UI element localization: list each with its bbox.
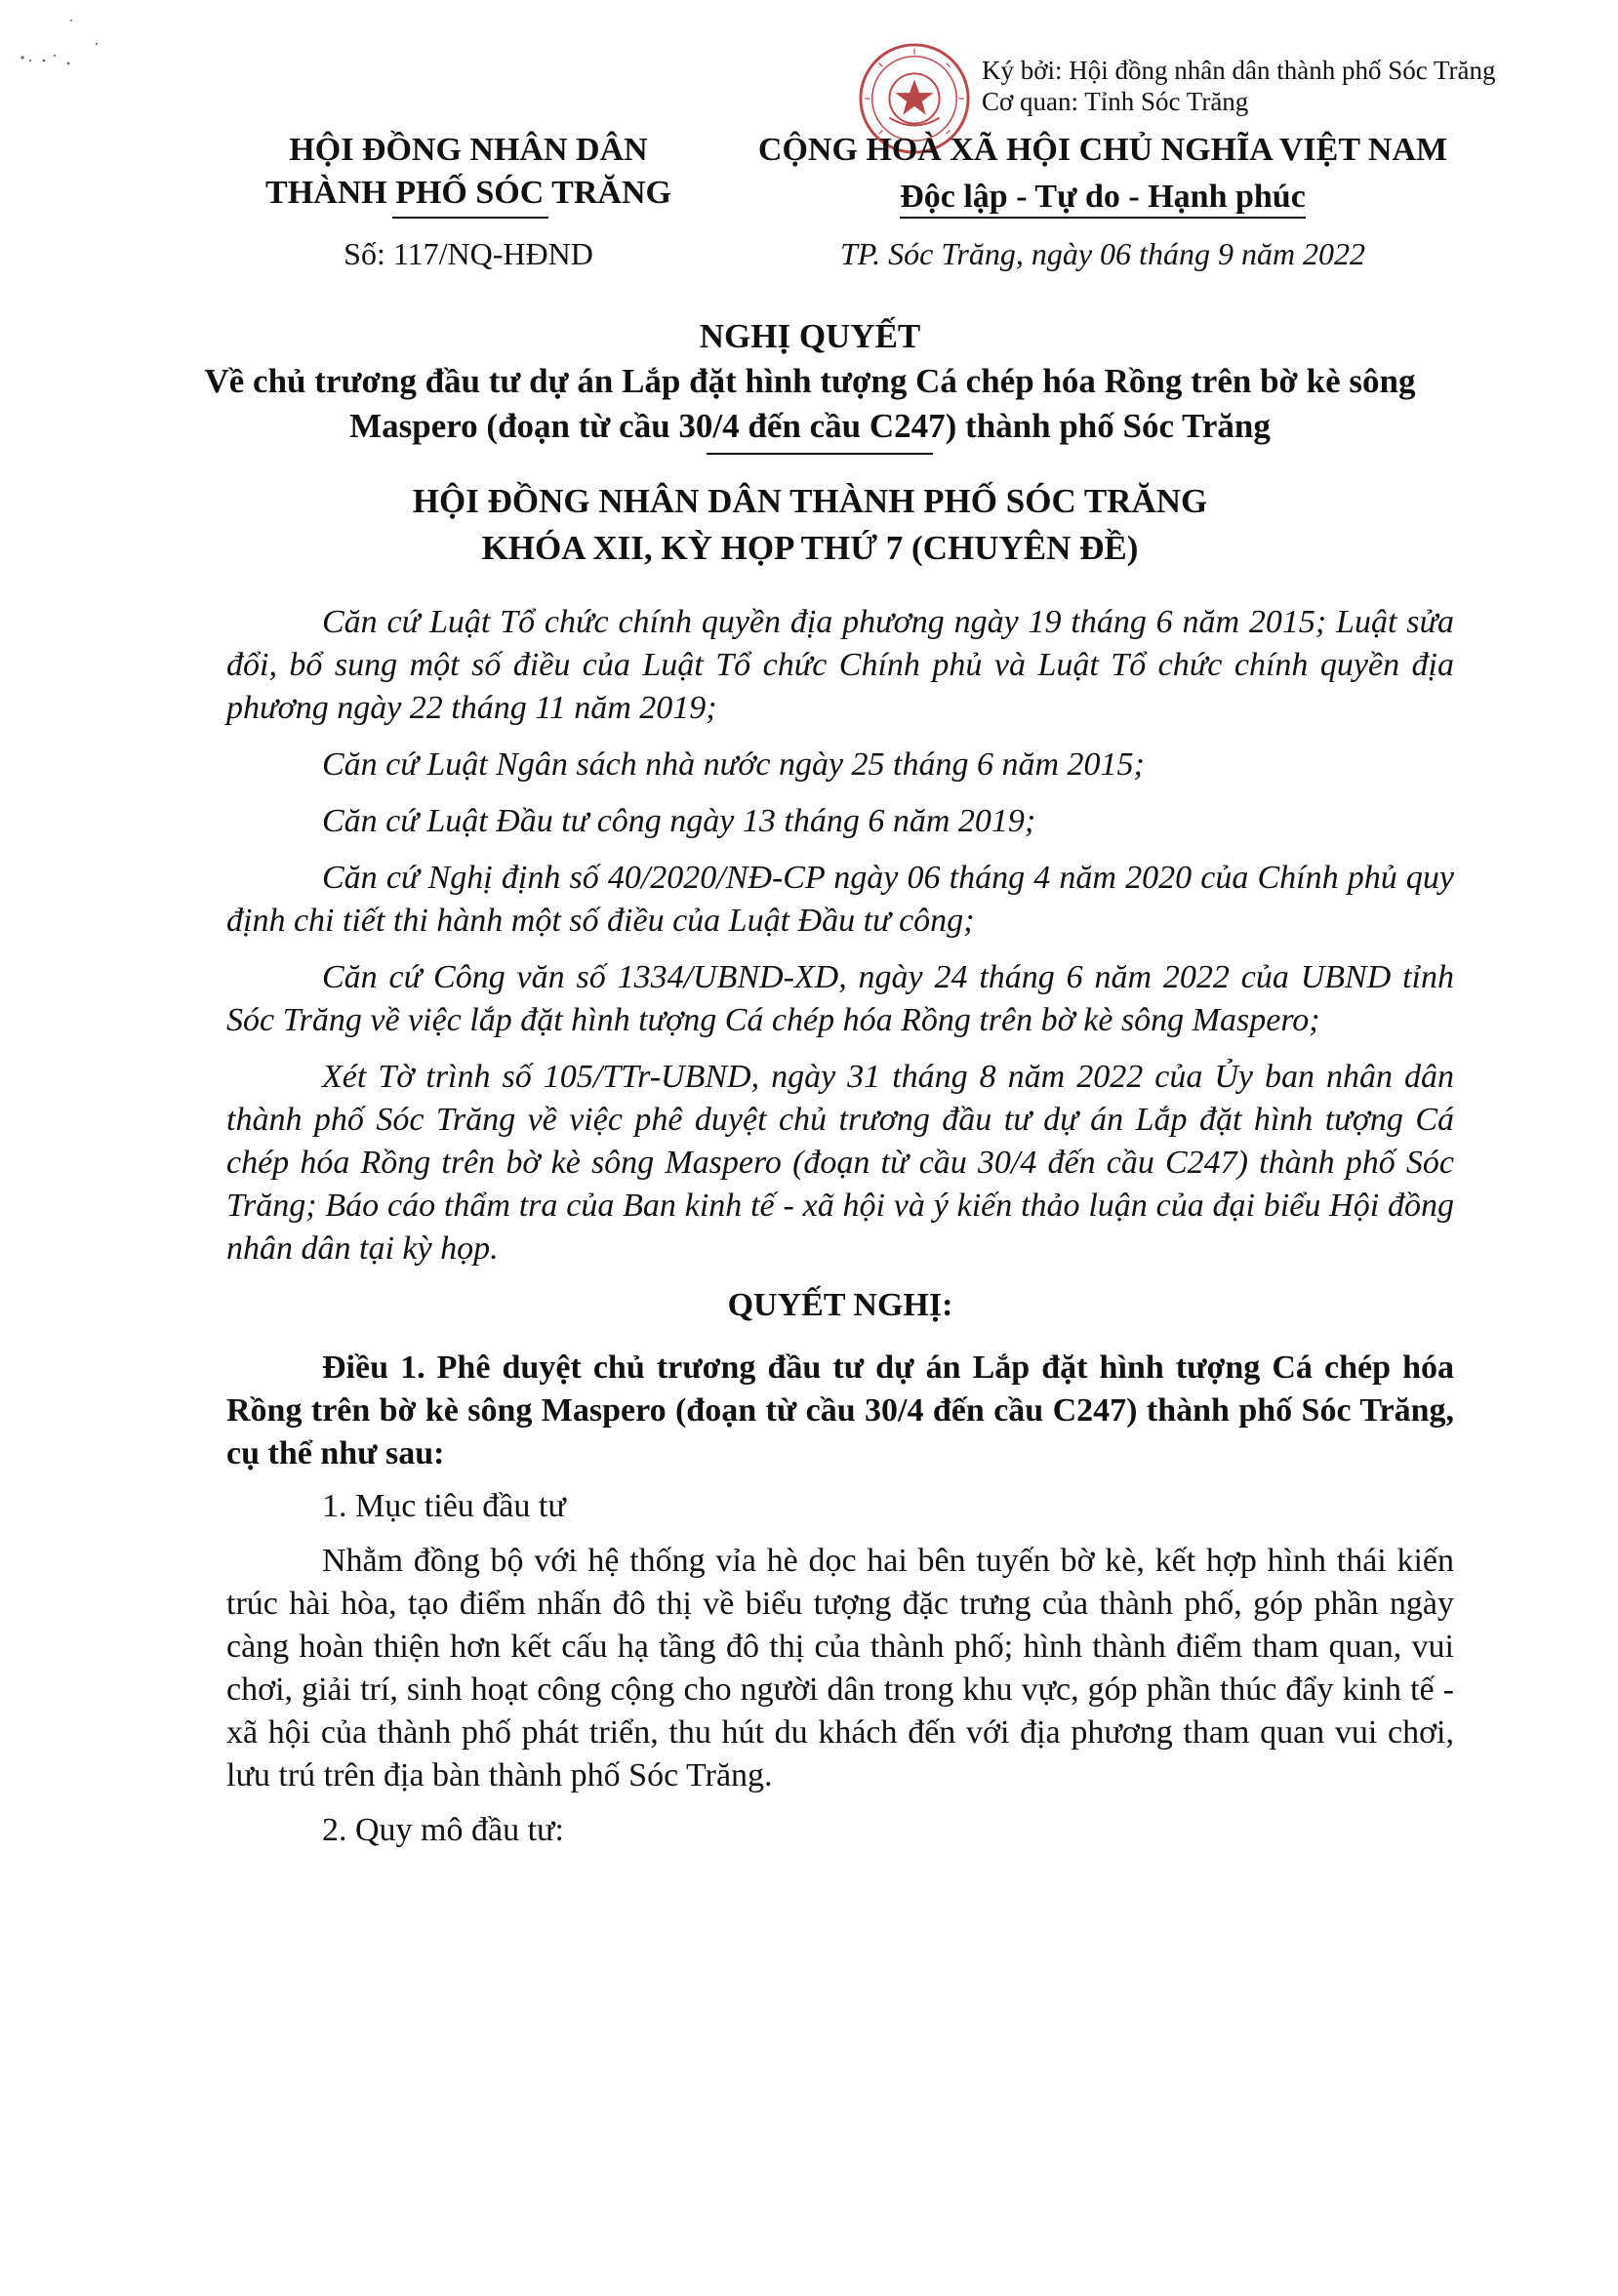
title-underline xyxy=(707,453,933,455)
item-1-title: 1. Mục tiêu đầu tư xyxy=(322,1488,566,1524)
national-motto xyxy=(703,176,1503,219)
council-heading xyxy=(146,478,1474,572)
agency-line-2: THÀNH PHỐ SÓC TRĂNG xyxy=(265,175,671,211)
item-1-text: Nhằm đồng bộ với hệ thống vỉa hè dọc hai bên tuyến bờ kè, kết hợp hình thái kiến trúc hài hòa, tạo điểm nhấn đô thị về biểu tượng đặc trưng của thành phố, góp phần ngày càng hoàn thiện hơn kết cấu hạ tầng đô thị của thành phố; hình thành điểm tham quan, vui chơi, giải trí, sinh hoạt công cộng cho người dân trong khu vực, góp phần thúc đẩy kinh tế - xã hội của thành phố phát triển, thu hút du khách đến với địa phương tham quan vui chơi, lưu trú trên địa bàn thành phố Sóc Trăng. xyxy=(226,1543,1454,1793)
motto-text: Độc lập - Tự do - Hạnh phúc xyxy=(900,179,1306,219)
item-2-title: 2. Quy mô đầu tư: xyxy=(322,1812,564,1848)
agency-line-1: HỘI ĐỒNG NHÂN DÂN xyxy=(289,132,648,168)
document-number: Số: 117/NQ-HĐND xyxy=(344,236,593,271)
national-title: CỘNG HOÀ XÃ HỘI CHỦ NGHĨA VIỆT NAM xyxy=(757,132,1448,168)
council-line-2: KHÓA XII, KỲ HỌP THỨ 7 (CHUYÊN ĐỀ) xyxy=(481,529,1139,567)
legal-basis-2: Căn cứ Luật Ngân sách nhà nước ngày 25 tháng 6 năm 2015; xyxy=(322,746,1145,783)
legal-basis-4: Căn cứ Nghị định số 40/2020/NĐ-CP ngày 06 tháng 4 năm 2020 của Chính phủ quy định chi tiết thi hành một số điều của Luật Đầu tư công; xyxy=(226,860,1454,939)
legal-basis-1: Căn cứ Luật Tổ chức chính quyền địa phương ngày 19 tháng 6 năm 2015; Luật sửa đổi, bổ sung một số điều của Luật Tổ chức Chính phủ và Luật Tổ chức chính quyền địa phương ngày 22 tháng 11 năm 2019; xyxy=(226,604,1454,726)
council-line-1: HỘI ĐỒNG NHÂN DÂN THÀNH PHỐ SÓC TRĂNG xyxy=(412,482,1208,520)
legal-basis-5: Căn cứ Công văn số 1334/UBND-XD, ngày 24 tháng 6 năm 2022 của UBND tỉnh Sóc Trăng về việc lắp đặt hình tượng Cá chép hóa Rồng trên bờ kè sông Maspero; xyxy=(226,959,1454,1038)
agency-underline xyxy=(392,217,548,219)
issuing-agency xyxy=(234,129,703,215)
article-1: Điều 1. Phê duyệt chủ trương đầu tư dự án Lắp đặt hình tượng Cá chép hóa Rồng trên bờ kè sông Maspero (đoạn từ cầu 30/4 đến cầu C247) thành phố Sóc Trăng, cụ thể như sau: xyxy=(226,1349,1454,1471)
digital-signature-block xyxy=(982,55,1567,117)
document-title-block xyxy=(146,314,1474,449)
document-subject: Về chủ trương đầu tư dự án Lắp đặt hình tượng Cá chép hóa Rồng trên bờ kè sông Maspero (đoạn từ cầu 30/4 đến cầu C247) thành phố Sóc Trăng xyxy=(204,362,1416,445)
scan-speckles xyxy=(15,15,122,73)
legal-basis-6: Xét Tờ trình số 105/TTr-UBND, ngày 31 tháng 8 năm 2022 của Ủy ban nhân dân thành phố Sóc Trăng về việc phê duyệt chủ trương đầu tư dự án Lắp đặt hình tượng Cá chép hóa Rồng trên bờ kè sông Maspero (đoạn từ cầu 30/4 đến cầu C247) thành phố Sóc Trăng; Báo cáo thẩm tra của Ban kinh tế - xã hội và ý kiến thảo luận của đại biểu Hội đồng nhân dân tại kỳ họp. xyxy=(226,1059,1454,1267)
signature-agency: Cơ quan: Tỉnh Sóc Trăng xyxy=(982,87,1249,116)
legal-basis-3: Căn cứ Luật Đầu tư công ngày 13 tháng 6 năm 2019; xyxy=(322,803,1036,839)
place-and-date: TP. Sóc Trăng, ngày 06 tháng 9 năm 2022 xyxy=(839,236,1366,271)
resolution-heading: QUYẾT NGHỊ: xyxy=(727,1287,953,1323)
signature-signed-by: Ký bởi: Hội đồng nhân dân thành phố Sóc Trăng xyxy=(982,56,1496,85)
document-body xyxy=(226,601,1454,1864)
document-kind: NGHỊ QUYẾT xyxy=(699,317,921,355)
